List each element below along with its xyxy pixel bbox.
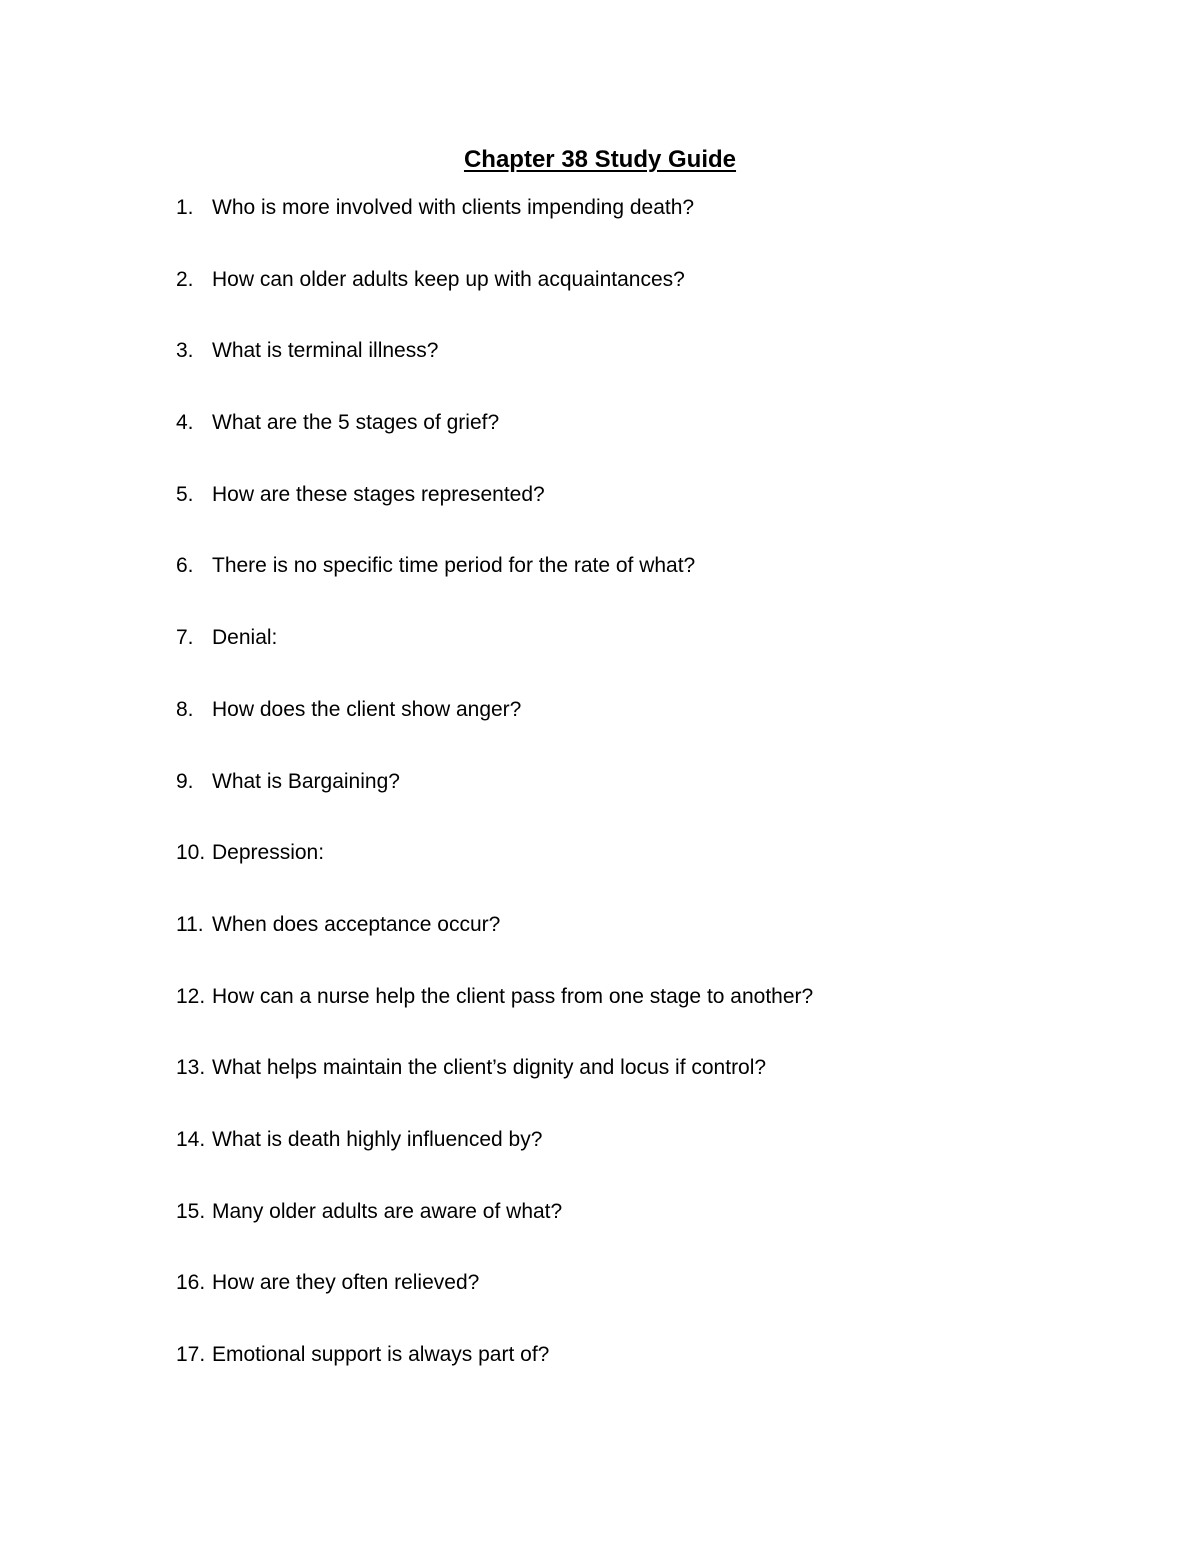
question-text: How can older adults keep up with acquaintances?: [212, 267, 685, 291]
question-text: What is terminal illness?: [212, 339, 439, 363]
question-item-13: [176, 1054, 1076, 1126]
question-text: Who is more involved with clients impending death?: [212, 196, 695, 219]
question-text: Denial:: [212, 626, 278, 650]
question-number: 16.: [176, 1271, 206, 1295]
question-item-12: [176, 983, 1076, 1055]
question-item-2: [176, 266, 1076, 338]
question-item-1: [176, 194, 1076, 266]
question-text: There is no specific time period for the rate of what?: [212, 554, 696, 578]
question-item-8: [176, 696, 1076, 768]
question-item-6: [176, 552, 1076, 624]
question-item-17: [176, 1341, 1076, 1413]
question-number: 1.: [176, 196, 194, 219]
question-item-3: [176, 337, 1076, 409]
question-list: [176, 194, 1076, 1413]
question-text: How does the client show anger?: [212, 697, 522, 721]
question-text: When does acceptance occur?: [212, 912, 501, 936]
question-number: 4.: [176, 411, 194, 435]
question-number: 5.: [176, 482, 194, 506]
question-number: 11.: [176, 912, 204, 936]
question-text: What is death highly influenced by?: [212, 1127, 543, 1151]
question-text: What helps maintain the client’s dignity and locus if control?: [212, 1056, 767, 1080]
question-number: 10.: [176, 841, 206, 865]
question-item-16: [176, 1269, 1076, 1341]
question-number: 12.: [176, 984, 206, 1008]
question-text: Depression:: [212, 841, 325, 865]
question-number: 17.: [176, 1343, 206, 1366]
question-item-7: [176, 624, 1076, 696]
question-number: 6.: [176, 554, 194, 578]
question-text: What are the 5 stages of grief?: [212, 411, 500, 435]
question-number: 7.: [176, 626, 194, 650]
question-number: 13.: [176, 1056, 206, 1080]
question-item-15: [176, 1198, 1076, 1270]
question-text: How are these stages represented?: [212, 482, 545, 506]
question-text: Emotional support is always part of?: [212, 1343, 550, 1366]
question-item-10: [176, 839, 1076, 911]
question-text: How are they often relieved?: [212, 1271, 480, 1295]
question-item-4: [176, 409, 1076, 481]
question-text: Many older adults are aware of what?: [212, 1199, 563, 1223]
question-item-11: [176, 911, 1076, 983]
question-number: 15.: [176, 1199, 206, 1223]
question-number: 8.: [176, 697, 194, 721]
question-number: 14.: [176, 1127, 206, 1151]
question-text: What is Bargaining?: [212, 769, 400, 793]
question-item-14: [176, 1126, 1076, 1198]
question-item-9: [176, 768, 1076, 840]
question-number: 3.: [176, 339, 194, 363]
question-item-5: [176, 481, 1076, 553]
question-number: 2.: [176, 267, 194, 291]
question-text: How can a nurse help the client pass from one stage to another?: [212, 984, 814, 1008]
question-number: 9.: [176, 769, 194, 793]
page-title: Chapter 38 Study Guide: [463, 146, 737, 173]
